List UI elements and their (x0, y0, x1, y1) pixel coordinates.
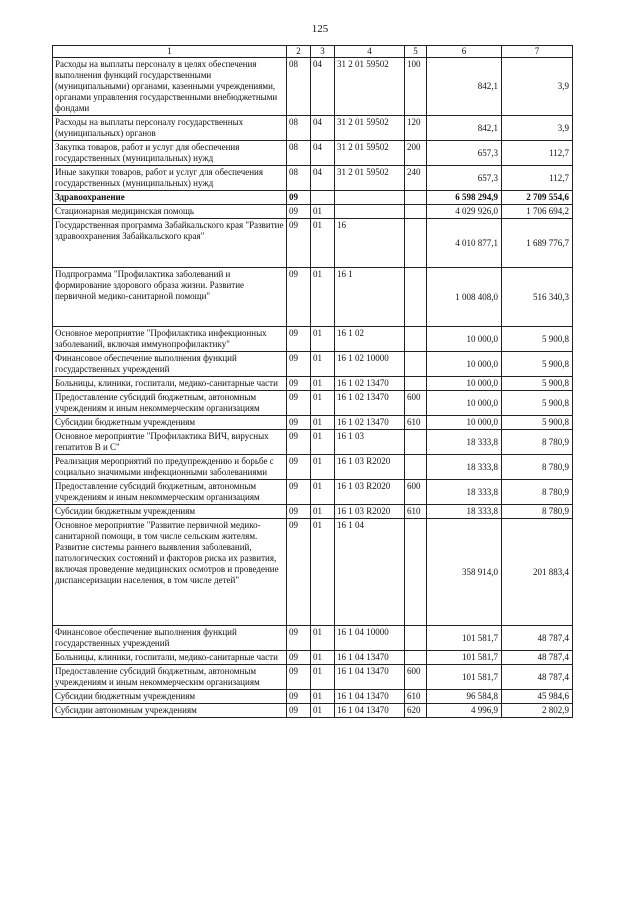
table-row (53, 352, 573, 377)
table-row (53, 377, 573, 391)
table-row (53, 416, 573, 430)
section-code-cell: 09 (287, 665, 311, 690)
section-code-cell: 09 (287, 651, 311, 665)
amount-col7-cell: 45 984,6 (502, 690, 573, 704)
amount-col6-cell: 18 333,8 (427, 455, 502, 480)
table-row (53, 626, 573, 651)
subsection-code-cell: 01 (311, 430, 335, 455)
subsection-code-cell: 04 (311, 58, 335, 116)
expense-type-cell (405, 430, 427, 455)
amount-col7-cell: 48 787,4 (502, 651, 573, 665)
subsection-code-cell: 01 (311, 626, 335, 651)
amount-col7-cell: 5 900,8 (502, 391, 573, 416)
expense-type-cell: 610 (405, 505, 427, 519)
column-header: 5 (405, 46, 427, 58)
row-name-cell: Реализация мероприятий по предупреждению и борьбе с социально значимыми инфекционными заболеваниями (53, 455, 287, 480)
table-row (53, 327, 573, 352)
row-name-cell: Финансовое обеспечение выполнения функций государственных учреждений (53, 626, 287, 651)
amount-col7-cell: 5 900,8 (502, 352, 573, 377)
section-code-cell: 09 (287, 219, 311, 268)
expense-type-cell (405, 268, 427, 327)
column-header-row (53, 46, 573, 58)
row-name-cell: Закупка товаров, работ и услуг для обеспечения государственных (муниципальных) нужд (53, 141, 287, 166)
table-row (53, 116, 573, 141)
expense-type-cell (405, 205, 427, 219)
amount-col7-cell: 8 780,9 (502, 455, 573, 480)
amount-col7-cell: 516 340,3 (502, 268, 573, 327)
row-name-cell: Субсидии бюджетным учреждениям (53, 690, 287, 704)
section-code-cell: 09 (287, 519, 311, 626)
column-header: 2 (287, 46, 311, 58)
amount-col6-cell: 358 914,0 (427, 519, 502, 626)
amount-col7-cell: 48 787,4 (502, 665, 573, 690)
amount-col7-cell: 112,7 (502, 141, 573, 166)
table-row (53, 191, 573, 205)
expense-type-cell (405, 519, 427, 626)
subsection-code-cell: 01 (311, 480, 335, 505)
section-code-cell: 09 (287, 690, 311, 704)
table-row (53, 651, 573, 665)
amount-col7-cell: 112,7 (502, 166, 573, 191)
target-article-cell: 16 1 03 R2020 (335, 505, 405, 519)
amount-col6-cell: 4 010 877,1 (427, 219, 502, 268)
amount-col6-cell: 10 000,0 (427, 416, 502, 430)
amount-col7-cell: 3,9 (502, 116, 573, 141)
table-row (53, 505, 573, 519)
row-name-cell: Больницы, клиники, госпитали, медико-санитарные части (53, 651, 287, 665)
amount-col6-cell: 657,3 (427, 166, 502, 191)
subsection-code-cell: 01 (311, 352, 335, 377)
row-name-cell: Иные закупки товаров, работ и услуг для обеспечения государственных (муниципальных) нужд (53, 166, 287, 191)
row-name-cell: Предоставление субсидий бюджетным, автономным учреждениям и иным некоммерческим организациям (53, 665, 287, 690)
table-row (53, 268, 573, 327)
table-row (53, 205, 573, 219)
amount-col7-cell: 5 900,8 (502, 416, 573, 430)
table-row (53, 704, 573, 718)
target-article-cell: 16 1 02 13470 (335, 416, 405, 430)
target-article-cell: 16 1 02 (335, 327, 405, 352)
expense-type-cell: 610 (405, 690, 427, 704)
table-row (53, 430, 573, 455)
subsection-code-cell: 01 (311, 690, 335, 704)
subsection-code-cell: 04 (311, 141, 335, 166)
amount-col6-cell: 18 333,8 (427, 505, 502, 519)
expense-type-cell (405, 327, 427, 352)
table-row (53, 58, 573, 116)
column-header: 6 (427, 46, 502, 58)
amount-col7-cell: 1 689 776,7 (502, 219, 573, 268)
target-article-cell: 16 1 03 R2020 (335, 480, 405, 505)
amount-col6-cell: 18 333,8 (427, 430, 502, 455)
subsection-code-cell: 01 (311, 665, 335, 690)
column-header: 3 (311, 46, 335, 58)
target-article-cell: 16 1 02 13470 (335, 377, 405, 391)
section-code-cell: 09 (287, 391, 311, 416)
table-row (53, 480, 573, 505)
section-code-cell: 08 (287, 141, 311, 166)
amount-col7-cell: 48 787,4 (502, 626, 573, 651)
expense-type-cell (405, 455, 427, 480)
section-code-cell: 08 (287, 116, 311, 141)
table-row (53, 166, 573, 191)
section-code-cell: 09 (287, 430, 311, 455)
section-code-cell: 09 (287, 191, 311, 205)
row-name-cell: Субсидии бюджетным учреждениям (53, 416, 287, 430)
amount-col6-cell: 657,3 (427, 141, 502, 166)
row-name-cell: Больницы, клиники, госпитали, медико-санитарные части (53, 377, 287, 391)
section-code-cell: 09 (287, 327, 311, 352)
target-article-cell: 16 1 04 13470 (335, 665, 405, 690)
expense-type-cell: 610 (405, 416, 427, 430)
row-name-cell: Предоставление субсидий бюджетным, автономным учреждениям и иным некоммерческим организациям (53, 480, 287, 505)
row-name-cell: Субсидии бюджетным учреждениям (53, 505, 287, 519)
subsection-code-cell: 01 (311, 416, 335, 430)
target-article-cell: 31 2 01 59502 (335, 141, 405, 166)
section-code-cell: 09 (287, 505, 311, 519)
budget-table (52, 45, 573, 718)
expense-type-cell (405, 191, 427, 205)
subsection-code-cell: 01 (311, 391, 335, 416)
table-row (53, 690, 573, 704)
expense-type-cell: 200 (405, 141, 427, 166)
amount-col6-cell: 10 000,0 (427, 327, 502, 352)
section-code-cell: 09 (287, 352, 311, 377)
section-code-cell: 08 (287, 166, 311, 191)
expense-type-cell: 120 (405, 116, 427, 141)
amount-col6-cell: 101 581,7 (427, 626, 502, 651)
row-name-cell: Государственная программа Забайкальского края "Развитие здравоохранения Забайкальского края" (53, 219, 287, 268)
row-name-cell: Расходы на выплаты персоналу в целях обеспечения выполнения функций государственными (муниципальными) органами, казенными учреждениями, органами управления государственными внебюджетными фондами (53, 58, 287, 116)
amount-col6-cell: 18 333,8 (427, 480, 502, 505)
target-article-cell: 31 2 01 59502 (335, 58, 405, 116)
expense-type-cell (405, 219, 427, 268)
subsection-code-cell: 01 (311, 519, 335, 626)
amount-col7-cell: 2 709 554,6 (502, 191, 573, 205)
section-code-cell: 09 (287, 205, 311, 219)
amount-col6-cell: 10 000,0 (427, 352, 502, 377)
target-article-cell: 16 1 04 (335, 519, 405, 626)
section-code-cell: 09 (287, 416, 311, 430)
target-article-cell: 16 1 04 10000 (335, 626, 405, 651)
amount-col7-cell: 8 780,9 (502, 505, 573, 519)
section-code-cell: 09 (287, 455, 311, 480)
section-code-cell: 09 (287, 268, 311, 327)
subsection-code-cell (311, 191, 335, 205)
target-article-cell: 31 2 01 59502 (335, 166, 405, 191)
row-name-cell: Основное мероприятие "Профилактика ВИЧ, вирусных гепатитов В и С" (53, 430, 287, 455)
row-name-cell: Основное мероприятие "Профилактика инфекционных заболеваний, включая иммунопрофилактику" (53, 327, 287, 352)
column-header: 4 (335, 46, 405, 58)
subsection-code-cell: 04 (311, 166, 335, 191)
target-article-cell: 16 1 02 10000 (335, 352, 405, 377)
row-name-cell: Субсидии автономным учреждениям (53, 704, 287, 718)
amount-col7-cell: 201 883,4 (502, 519, 573, 626)
amount-col6-cell: 6 598 294,9 (427, 191, 502, 205)
subsection-code-cell: 01 (311, 327, 335, 352)
amount-col6-cell: 96 584,8 (427, 690, 502, 704)
table-row (53, 455, 573, 480)
row-name-cell: Здравоохранение (53, 191, 287, 205)
amount-col7-cell: 1 706 694,2 (502, 205, 573, 219)
table-row (53, 141, 573, 166)
expense-type-cell (405, 377, 427, 391)
subsection-code-cell: 01 (311, 651, 335, 665)
target-article-cell (335, 191, 405, 205)
table-row (53, 665, 573, 690)
amount-col6-cell: 10 000,0 (427, 391, 502, 416)
target-article-cell: 16 1 03 R2020 (335, 455, 405, 480)
amount-col6-cell: 4 029 926,0 (427, 205, 502, 219)
expense-type-cell: 620 (405, 704, 427, 718)
expense-type-cell (405, 352, 427, 377)
row-name-cell: Стационарная медицинская помощь (53, 205, 287, 219)
column-header: 7 (502, 46, 573, 58)
amount-col6-cell: 4 996,9 (427, 704, 502, 718)
section-code-cell: 09 (287, 377, 311, 391)
subsection-code-cell: 01 (311, 377, 335, 391)
subsection-code-cell: 01 (311, 268, 335, 327)
amount-col6-cell: 842,1 (427, 58, 502, 116)
subsection-code-cell: 01 (311, 505, 335, 519)
expense-type-cell: 600 (405, 480, 427, 505)
expense-type-cell (405, 626, 427, 651)
amount-col7-cell: 3,9 (502, 58, 573, 116)
amount-col6-cell: 101 581,7 (427, 651, 502, 665)
expense-type-cell: 100 (405, 58, 427, 116)
row-name-cell: Финансовое обеспечение выполнения функций государственных учреждений (53, 352, 287, 377)
target-article-cell (335, 205, 405, 219)
amount-col7-cell: 8 780,9 (502, 480, 573, 505)
subsection-code-cell: 04 (311, 116, 335, 141)
target-article-cell: 31 2 01 59502 (335, 116, 405, 141)
expense-type-cell: 240 (405, 166, 427, 191)
target-article-cell: 16 1 04 13470 (335, 651, 405, 665)
target-article-cell: 16 1 (335, 268, 405, 327)
target-article-cell: 16 1 02 13470 (335, 391, 405, 416)
expense-type-cell: 600 (405, 665, 427, 690)
subsection-code-cell: 01 (311, 704, 335, 718)
amount-col6-cell: 101 581,7 (427, 665, 502, 690)
target-article-cell: 16 (335, 219, 405, 268)
table-row (53, 219, 573, 268)
amount-col7-cell: 8 780,9 (502, 430, 573, 455)
row-name-cell: Расходы на выплаты персоналу государственных (муниципальных) органов (53, 116, 287, 141)
amount-col7-cell: 5 900,8 (502, 327, 573, 352)
column-header: 1 (53, 46, 287, 58)
table-row (53, 391, 573, 416)
row-name-cell: Предоставление субсидий бюджетным, автономным учреждениям и иным некоммерческим организациям (53, 391, 287, 416)
section-code-cell: 09 (287, 704, 311, 718)
subsection-code-cell: 01 (311, 205, 335, 219)
section-code-cell: 09 (287, 626, 311, 651)
target-article-cell: 16 1 04 13470 (335, 704, 405, 718)
subsection-code-cell: 01 (311, 219, 335, 268)
row-name-cell: Подпрограмма "Профилактика заболеваний и формирование здорового образа жизни. Развитие первичной медико-санитарной помощи" (53, 268, 287, 327)
table-row (53, 519, 573, 626)
amount-col7-cell: 2 802,9 (502, 704, 573, 718)
amount-col7-cell: 5 900,8 (502, 377, 573, 391)
subsection-code-cell: 01 (311, 455, 335, 480)
target-article-cell: 16 1 03 (335, 430, 405, 455)
section-code-cell: 08 (287, 58, 311, 116)
amount-col6-cell: 1 008 408,0 (427, 268, 502, 327)
target-article-cell: 16 1 04 13470 (335, 690, 405, 704)
page-number: 125 (311, 23, 329, 35)
amount-col6-cell: 10 000,0 (427, 377, 502, 391)
amount-col6-cell: 842,1 (427, 116, 502, 141)
section-code-cell: 09 (287, 480, 311, 505)
expense-type-cell: 600 (405, 391, 427, 416)
expense-type-cell (405, 651, 427, 665)
row-name-cell: Основное мероприятие "Развитие первичной медико-санитарной помощи, в том числе сельским жителям. Развитие системы раннего выявления заболеваний, патологических состояний и факторов риска их развития, включая проведение медицинских осмотров и проведение диспансеризации населения, в том числе детей" (53, 519, 287, 626)
